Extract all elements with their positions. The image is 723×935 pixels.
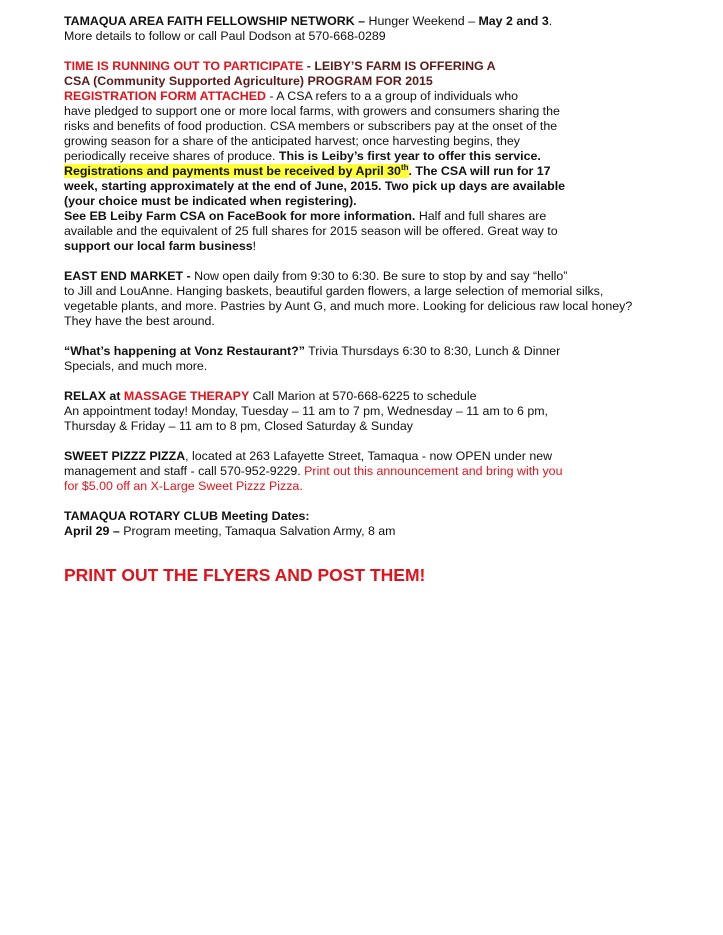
faith-contact: More details to follow or call Paul Dodson at 570-668-0289	[64, 29, 386, 43]
csa-heading-2: CSA (Community Supported Agriculture) PROGRAM FOR 2015	[64, 74, 433, 88]
csa-section: TIME IS RUNNING OUT TO PARTICIPATE - LEIBY’S FARM IS OFFERING A CSA (Community Supported Agriculture) PROGRAM FOR 2015 REGISTRATION FORM ATTACHED - A CSA refers to a a group of individuals who have pledged to support one or more local farms, with growers and consumers sharing the risks and benefits of food production. CSA members or subscribers pay at the onset of the growing season for a share of the anticipated harvest; once harvesting begins, they periodically receive shares of produce. This is Leiby’s first year to offer this service. Registrations and payments must be received by April 30th. The CSA will run for 17 week, starting approximately at the end of June, 2015. Two pick up days are available (your choice must be indicated when registering). See EB Leiby Farm CSA on FaceBook for more information. Half and full shares are available and the equivalent of 25 full shares for 2015 season will be offered. Great way to support our local farm business!	[64, 59, 714, 254]
faith-title: TAMAQUA AREA FAITH FELLOWSHIP NETWORK –	[64, 14, 366, 28]
deadline-highlight: Registrations and payments must be received by April 30th	[64, 163, 409, 178]
faith-event: Hunger Weekend –	[365, 14, 479, 28]
support-local: support our local farm business	[64, 239, 253, 253]
facebook-notice: See EB Leiby Farm CSA on FaceBook for more information.	[64, 209, 416, 223]
print-flyers-call-to-action: PRINT OUT THE FLYERS AND POST THEM!	[64, 565, 426, 585]
csa-heading: - LEIBY’S FARM IS OFFERING A	[303, 59, 496, 73]
pizza-title: SWEET PIZZZ PIZZA	[64, 449, 186, 463]
faith-fellowship-section: TAMAQUA AREA FAITH FELLOWSHIP NETWORK – Hunger Weekend – May 2 and 3. More details to follow or call Paul Dodson at 570-668-0289	[64, 14, 714, 44]
csa-alert: TIME IS RUNNING OUT TO PARTICIPATE	[64, 59, 304, 73]
registration-form-notice: REGISTRATION FORM ATTACHED	[64, 89, 266, 103]
vonz-title: “What’s happening at Vonz Restaurant?”	[64, 344, 305, 358]
rotary-date: April 29 –	[64, 524, 120, 538]
market-title: EAST END MARKET -	[64, 269, 191, 283]
sweet-pizzz-pizza-section: SWEET PIZZZ PIZZA, located at 263 Lafayette Street, Tamaqua - now OPEN under new management and staff - call 570-952-9229. Print out this announcement and bring with you for $5.00 off an X-Large Sweet Pizzz Pizza.	[64, 449, 563, 493]
east-end-market-section: EAST END MARKET - Now open daily from 9:30 to 6:30. Be sure to stop by and say “hello” to Jill and LouAnne. Hanging baskets, beautiful garden flowers, a large selection of memorial silks, vegetable plants, and more. Pastries by Aunt G, and much more. Looking for delicious raw local honey? They have the best around.	[64, 269, 633, 328]
vonz-restaurant-section: “What’s happening at Vonz Restaurant?” Trivia Thursdays 6:30 to 8:30, Lunch & Dinner Specials, and much more.	[64, 344, 561, 373]
rotary-title: TAMAQUA ROTARY CLUB Meeting Dates:	[64, 509, 310, 523]
massage-therapy-section: RELAX at MASSAGE THERAPY Call Marion at 570-668-6225 to schedule An appointment today! Monday, Tuesday – 11 am to 7 pm, Wednesday – 11 am to 6 pm, Thursday & Friday – 11 am to 8 pm, Closed Saturday & Sunday	[64, 389, 548, 433]
faith-dates: May 2 and 3	[478, 14, 549, 28]
newsletter-page	[64, 14, 714, 586]
rotary-club-section: TAMAQUA ROTARY CLUB Meeting Dates: April 29 – Program meeting, Tamaqua Salvation Army, 8 am	[64, 509, 714, 539]
pizza-coupon: Print out this announcement and bring with you	[304, 464, 563, 478]
massage-title: MASSAGE THERAPY	[123, 389, 250, 403]
first-year-notice: This is Leiby’s first year to offer this service.	[278, 149, 541, 163]
